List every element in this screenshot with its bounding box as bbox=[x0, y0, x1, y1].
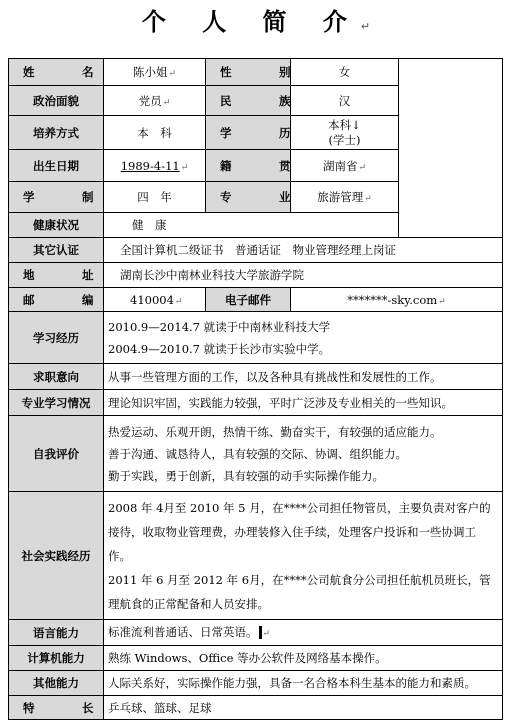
row-study bbox=[9, 390, 503, 416]
row-address bbox=[9, 263, 503, 288]
politics-value: 党员↵ bbox=[104, 86, 206, 116]
page-title: 个 人 简 介↵ bbox=[141, 8, 371, 36]
degree-value: 本科↓ (学士) bbox=[291, 116, 399, 150]
address-value: 湖南长沙中南林业科技大学旅游学院 bbox=[104, 263, 503, 288]
self-item: 勤于实践，勇于创新，具有较强的动手实际操作能力。 bbox=[108, 468, 384, 483]
practice-label: 社会实践经历 bbox=[9, 492, 104, 620]
practice-value bbox=[104, 492, 503, 620]
other-value: 人际关系好，实际操作能力强，具备一名合格本科生基本的能力和素质。 bbox=[104, 671, 503, 696]
row-self bbox=[9, 416, 503, 492]
ethnicity-value: 汉 bbox=[291, 86, 399, 116]
politics-label: 政治面貌 bbox=[9, 86, 104, 116]
row-hobby bbox=[9, 696, 503, 720]
name-value: 陈小姐↵ bbox=[104, 59, 206, 86]
other-label: 其他能力 bbox=[9, 671, 104, 696]
computer-value: 熟练 Windows、Office 等办公软件及网络基本操作。 bbox=[104, 646, 503, 671]
computer-label: 计算机能力 bbox=[9, 646, 104, 671]
language-value: 标准流利普通话、日常英语。 ↵ bbox=[104, 620, 503, 646]
origin-value: 湖南省↵ bbox=[291, 150, 399, 182]
cert-value: 全国计算机二级证书 普通话证 物业管理经理上岗证 bbox=[104, 238, 503, 263]
row-education bbox=[9, 312, 503, 364]
zip-value: 410004↵ bbox=[104, 288, 206, 312]
birth-label: 出生日期 bbox=[9, 150, 104, 182]
objective-label: 求职意向 bbox=[9, 364, 104, 390]
photo-cell bbox=[399, 59, 503, 238]
duration-label: 学 制 bbox=[9, 182, 104, 213]
study-label: 专业学习情况 bbox=[9, 390, 104, 416]
email-label: 电子邮件 bbox=[206, 288, 291, 312]
self-item: 善于沟通、诚恳待人，具有较强的交际、协调、组织能力。 bbox=[108, 446, 407, 461]
row-language bbox=[9, 620, 503, 646]
cert-label: 其它认证 bbox=[9, 238, 104, 263]
self-item: 热爱运动、乐观开朗，热情干练、勤奋实干，有较强的适应能力。 bbox=[108, 424, 442, 439]
language-label: 语言能力 bbox=[9, 620, 104, 646]
ethnicity-label: 民 族 bbox=[206, 86, 291, 116]
health-value: 健 康 bbox=[104, 213, 399, 238]
resume-table bbox=[8, 58, 503, 720]
self-value bbox=[104, 416, 503, 492]
objective-value: 从事一些管理方面的工作，以及各种具有挑战性和发展性的工作。 bbox=[104, 364, 503, 390]
practice-item: 2011 年 6 月至 2012 年 6月，在****公司航食分公司担任航机员班长，管理航食的正常配备和人员安排。 bbox=[108, 572, 491, 611]
gender-value: 女 bbox=[291, 59, 399, 86]
row-computer bbox=[9, 646, 503, 671]
birth-value: 1989-4-11↵ bbox=[104, 150, 206, 182]
self-label: 自我评价 bbox=[9, 416, 104, 492]
training-label: 培养方式 bbox=[9, 116, 104, 150]
degree-label: 学 历 bbox=[206, 116, 291, 150]
row-other bbox=[9, 671, 503, 696]
hobby-value: 乒乓球、篮球、足球 bbox=[104, 696, 503, 720]
email-value: *******-sky.com↵ bbox=[291, 288, 503, 312]
zip-label: 邮 编 bbox=[9, 288, 104, 312]
text-cursor bbox=[259, 626, 262, 639]
origin-label: 籍 贯 bbox=[206, 150, 291, 182]
row-zip bbox=[9, 288, 503, 312]
education-item: 2004.9—2010.7 就读于长沙市实验中学。 bbox=[108, 341, 331, 356]
education-item: 2010.9—2014.7 就读于中南林业科技大学 bbox=[108, 319, 331, 334]
study-value: 理论知识牢固，实践能力较强，平时广泛涉及专业相关的一些知识。 bbox=[104, 390, 503, 416]
major-value: 旅游管理↵ bbox=[291, 182, 399, 213]
row-cert bbox=[9, 238, 503, 263]
health-label: 健康状况 bbox=[9, 213, 104, 238]
hobby-label: 特 长 bbox=[9, 696, 104, 720]
address-label: 地 址 bbox=[9, 263, 104, 288]
education-value bbox=[104, 312, 503, 364]
row-objective bbox=[9, 364, 503, 390]
gender-label: 性 别 bbox=[206, 59, 291, 86]
major-label: 专 业 bbox=[206, 182, 291, 213]
row-name bbox=[9, 59, 503, 86]
education-label: 学习经历 bbox=[9, 312, 104, 364]
duration-value: 四 年 bbox=[104, 182, 206, 213]
practice-item: 2008 年 4月至 2010 年 5 月，在****公司担任物管员，主要负责对客户的接待，收取物业管理费，办理装修入住手续，处理客户投诉和一些协调工作。 bbox=[108, 500, 491, 563]
training-value: 本 科 bbox=[104, 116, 206, 150]
row-practice bbox=[9, 492, 503, 620]
name-label: 姓 名 bbox=[9, 59, 104, 86]
